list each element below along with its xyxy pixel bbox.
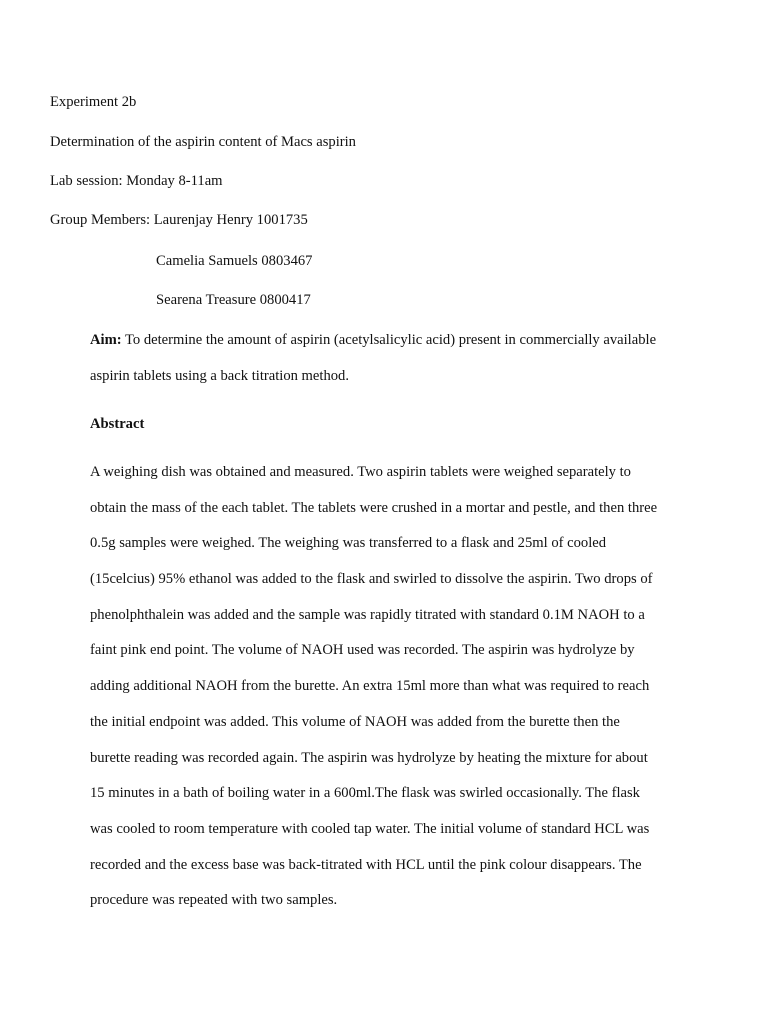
- group-member-2: Camelia Samuels 0803467: [156, 253, 313, 269]
- lab-session: Lab session: Monday 8-11am: [50, 173, 223, 189]
- aim-line-2: aspirin tablets using a back titration method.: [90, 368, 349, 384]
- document-title: Determination of the aspirin content of Macs aspirin: [50, 134, 356, 150]
- aim-line-1: [90, 331, 656, 349]
- abstract-line: (15celcius) 95% ethanol was added to the flask and swirled to dissolve the aspirin. Two drops of: [90, 571, 653, 588]
- abstract-line: recorded and the excess base was back-titrated with HCL until the pink colour disappears. The: [90, 856, 642, 873]
- abstract-heading: Abstract: [90, 416, 145, 432]
- abstract-line: was cooled to room temperature with cooled tap water. The initial volume of standard HCL was: [90, 820, 650, 837]
- abstract-line: the initial endpoint was added. This volume of NAOH was added from the burette then the: [90, 713, 620, 730]
- abstract-line: 15 minutes in a bath of boiling water in a 600ml.The flask was swirled occasionally. The flask: [90, 785, 640, 802]
- abstract-line: A weighing dish was obtained and measured. Two aspirin tablets were weighed separately to: [90, 464, 631, 480]
- abstract-line: obtain the mass of the each tablet. The tablets were crushed in a mortar and pestle, and then three: [90, 499, 658, 516]
- aim-text-1: To determine the amount of aspirin (acetylsalicylic acid) present in commercially available: [121, 332, 657, 348]
- abstract-line: burette reading was recorded again. The aspirin was hydrolyze by heating the mixture for about: [90, 749, 648, 766]
- aim-label: Aim:: [90, 332, 122, 348]
- experiment-number: Experiment 2b: [50, 94, 137, 110]
- abstract-line: faint pink end point. The volume of NAOH used was recorded. The aspirin was hydrolyze by: [90, 642, 635, 659]
- abstract-line: phenolphthalein was added and the sample was rapidly titrated with standard 0.1M NAOH to a: [90, 606, 645, 623]
- abstract-body: [90, 463, 690, 927]
- abstract-line: procedure was repeated with two samples.: [90, 892, 338, 909]
- group-member-3: Searena Treasure 0800417: [156, 292, 311, 308]
- group-members-line: Group Members: Laurenjay Henry 1001735: [50, 212, 308, 228]
- abstract-line: 0.5g samples were weighed. The weighing was transferred to a flask and 25ml of cooled: [90, 535, 607, 552]
- abstract-line: adding additional NAOH from the burette. An extra 15ml more than what was required to reach: [90, 678, 650, 695]
